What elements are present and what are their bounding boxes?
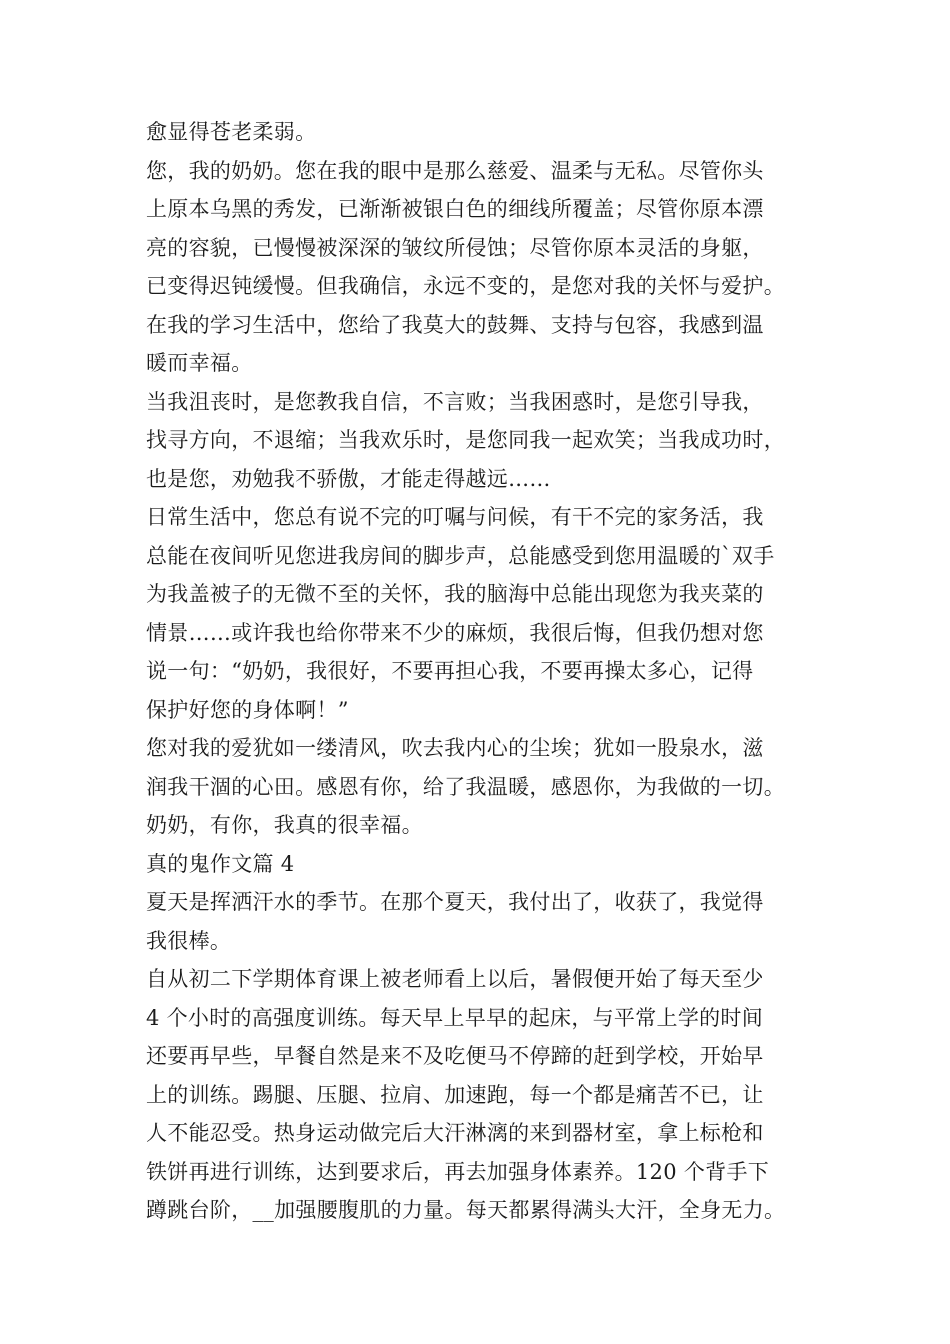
text-line: 当我沮丧时，是您教我自信，不言败；当我困惑时，是您引导我，	[146, 389, 764, 414]
text-line: 找寻方向，不退缩；当我欢乐时，是您同我一起欢笑；当我成功时，	[146, 428, 785, 452]
text-line: 暖而幸福。	[146, 351, 253, 375]
text-line: 为我盖被子的无微不至的关怀，我的脑海中总能出现您为我夹菜的	[146, 582, 764, 606]
text-line: 我很棒。	[146, 928, 232, 953]
text-line: 上原本乌黑的秀发，已渐渐被银白色的细线所覆盖；尽管你原本漂	[146, 197, 764, 221]
text-line: 润我干涸的心田。感恩有你，给了我温暖，感恩你，为我做的一切。	[146, 774, 785, 799]
text-line: 总能在夜间听见您进我房间的脚步声，总能感受到您用温暖的`双手	[146, 543, 775, 568]
text-line: 还要再早些，早餐自然是来不及吃便马不停蹄的赶到学校，开始早	[146, 1044, 764, 1068]
text-line: 也是您，劝勉我不骄傲，才能走得越远……	[146, 466, 551, 491]
text-line: 您对我的爱犹如一缕清风，吹去我内心的尘埃；犹如一股泉水，滋	[146, 736, 764, 760]
text-line: 上的训练。踢腿、压腿、拉肩、加速跑，每一个都是痛苦不已，让	[146, 1082, 764, 1107]
document-body	[146, 113, 846, 1230]
text-line: 日常生活中，您总有说不完的叮嘱与问候，有干不完的家务活，我	[146, 505, 764, 529]
text-line: 在我的学习生活中，您给了我莫大的鼓舞、支持与包容，我感到温	[146, 312, 764, 337]
text-line: 已变得迟钝缓慢。但我确信，永远不变的，是您对我的关怀与爱护。	[146, 274, 785, 298]
text-line: 铁饼再进行训练，达到要求后，再去加强身体素养。120 个背手下	[146, 1159, 770, 1184]
text-line: 夏天是挥洒汗水的季节。在那个夏天，我付出了，收获了，我觉得	[146, 890, 764, 914]
text-line: 您，我的奶奶。您在我的眼中是那么慈爱、温柔与无私。尽管你头	[146, 158, 764, 183]
text-line: 保护好您的身体啊！”	[146, 697, 349, 722]
text-line: 4 个小时的高强度训练。每天早上早早的起床，与平常上学的时间	[146, 1005, 764, 1030]
text-line: 蹲跳台阶，__加强腰腹肌的力量。每天都累得满头大汗，全身无力。	[146, 1198, 786, 1222]
text-line: 奶奶，有你，我真的很幸福。	[146, 813, 423, 837]
text-line: 亮的容貌，已慢慢被深深的皱纹所侵蚀；尽管你原本灵活的身躯，	[146, 235, 764, 260]
text-line: 情景……或许我也给你带来不少的麻烦，我很后悔，但我仍想对您	[146, 620, 764, 645]
text-line: 人不能忍受。热身运动做完后大汗淋漓的来到器材室，拿上标枪和	[146, 1121, 764, 1145]
section-heading: 真的鬼作文篇 4	[146, 851, 295, 876]
text-line: 自从初二下学期体育课上被老师看上以后，暑假便开始了每天至少	[146, 967, 764, 991]
text-line: 愈显得苍老柔弱。	[146, 120, 317, 144]
text-line: 说一句：“奶奶，我很好，不要再担心我，不要再操太多心，记得	[146, 659, 754, 683]
